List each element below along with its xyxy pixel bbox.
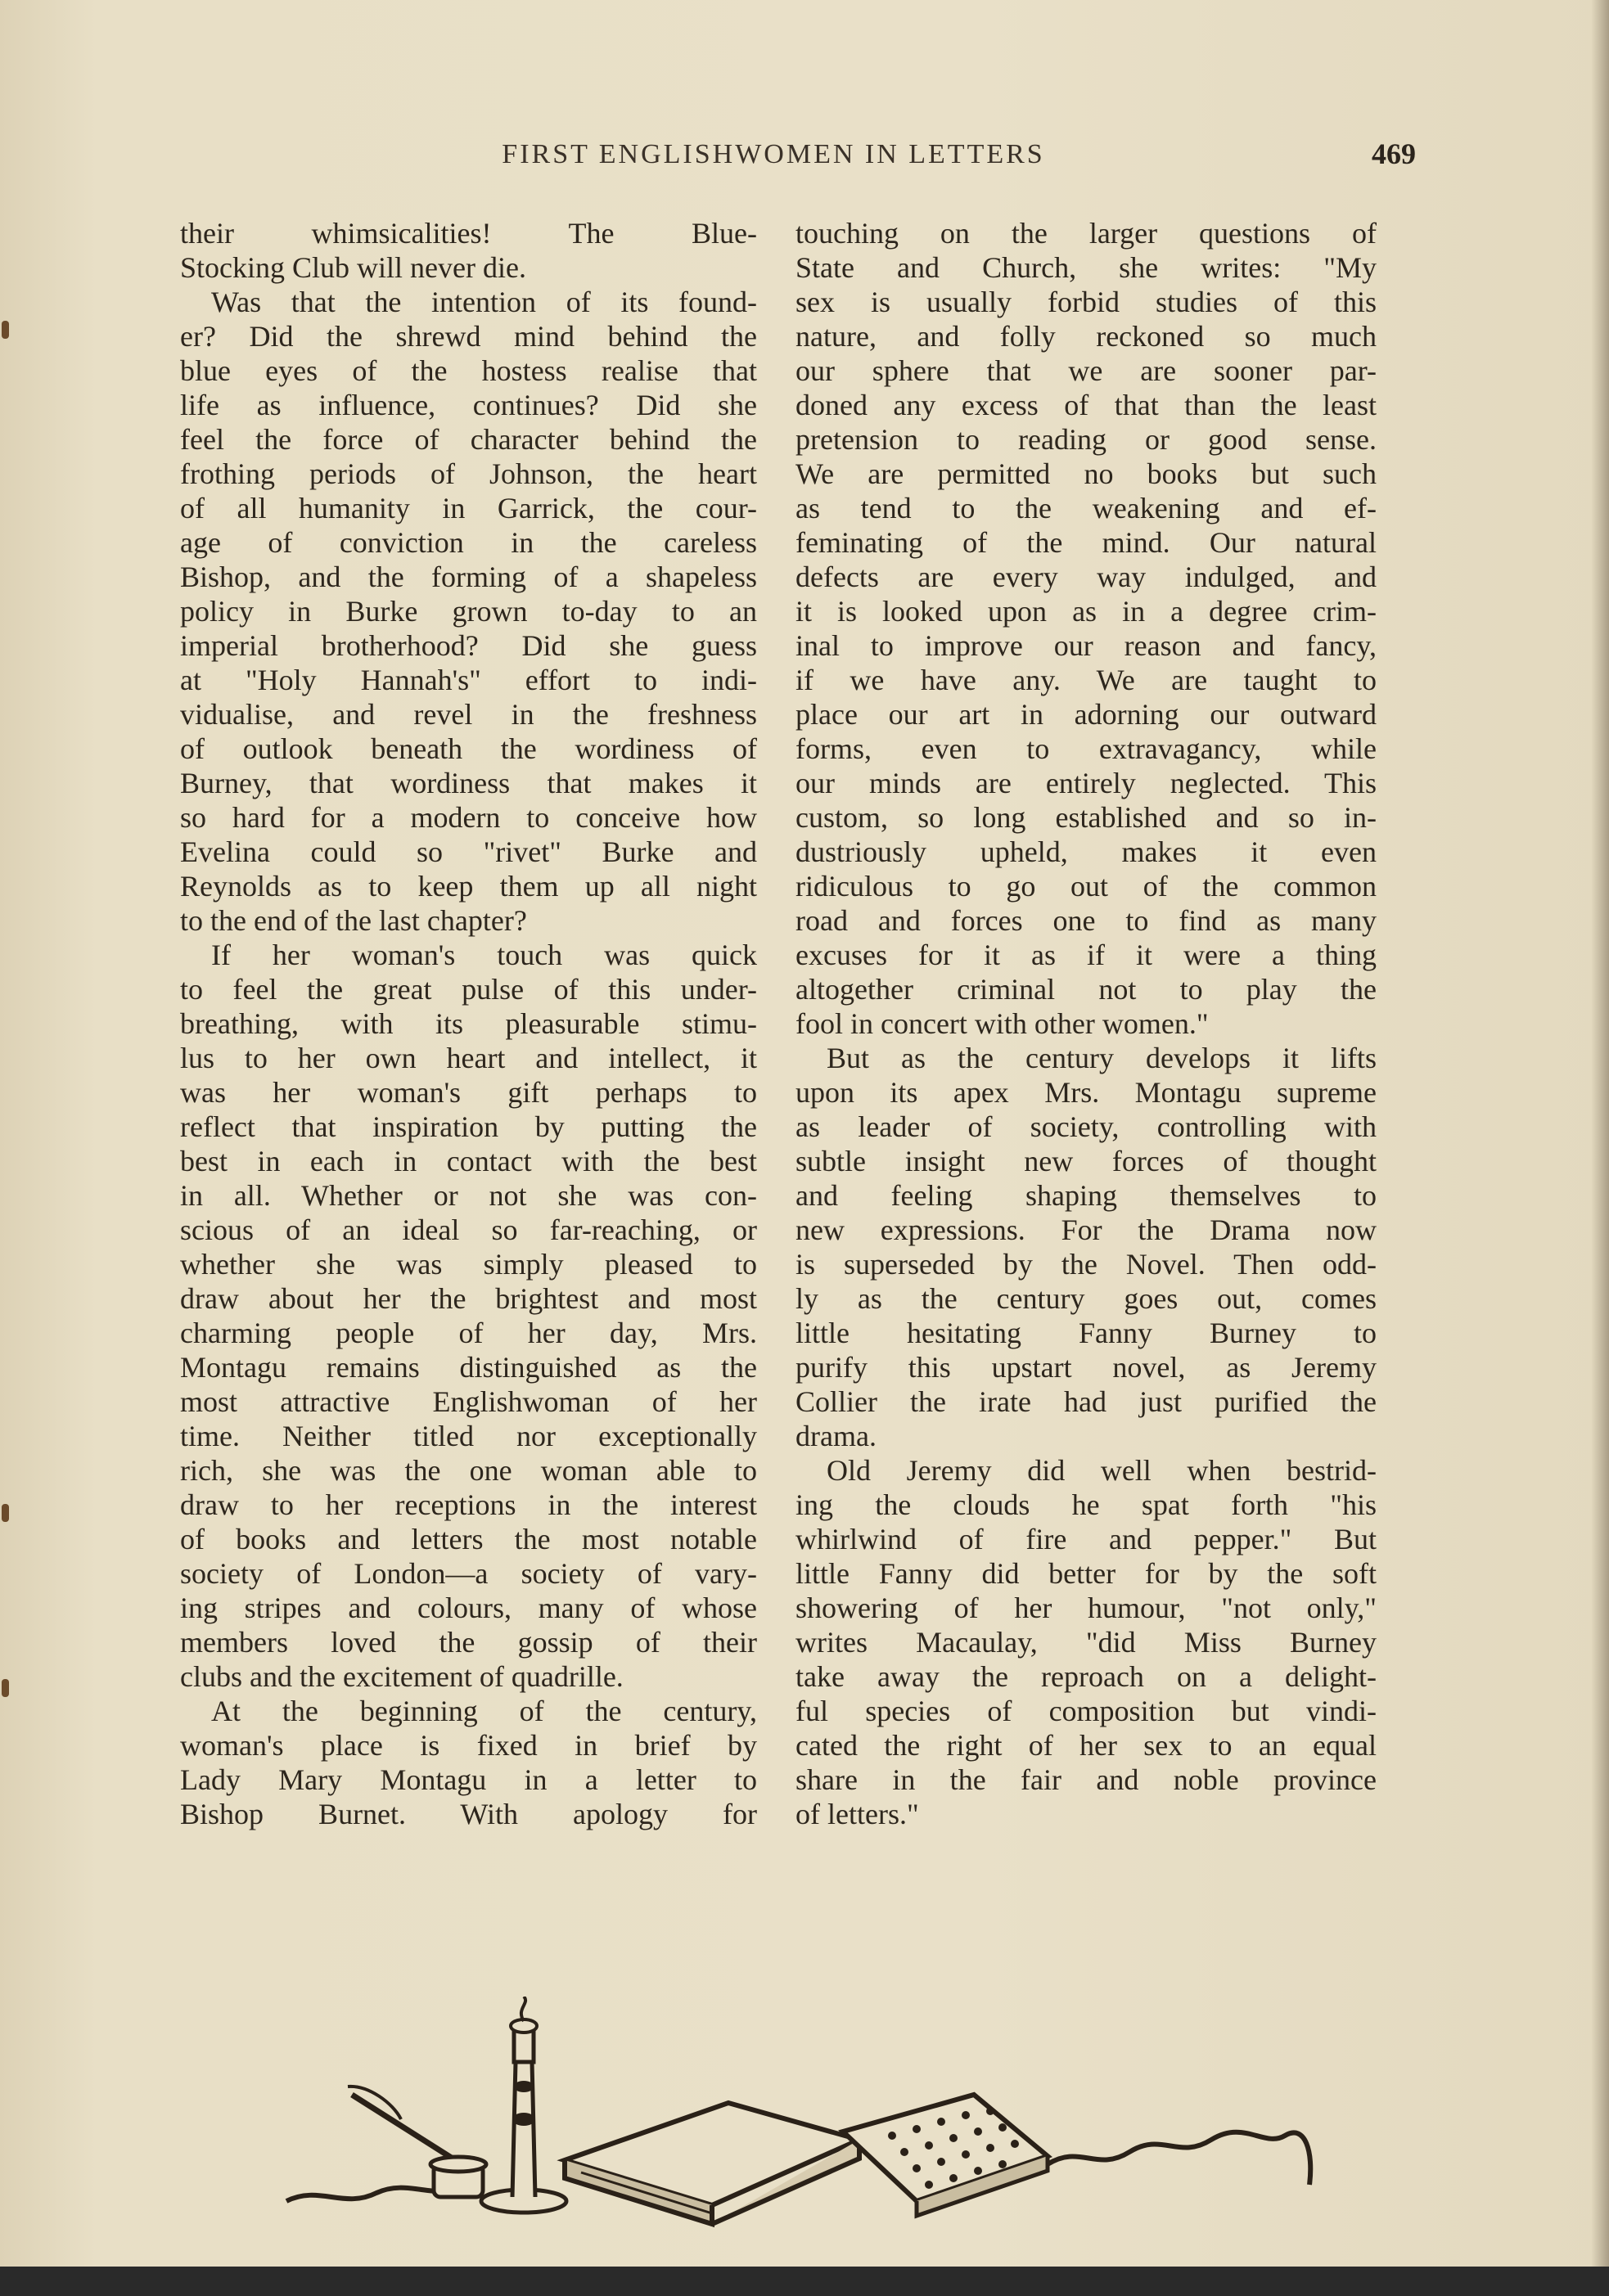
text-line: of all humanity in Garrick, the cour- [180, 492, 757, 524]
text-line: of books and letters the most notable [180, 1523, 757, 1555]
text-line: State and Church, she writes: "My [795, 251, 1377, 284]
text-line: share in the fair and noble province [795, 1763, 1377, 1796]
page-number: 469 [1372, 137, 1416, 170]
text-line: ridiculous to go out of the common [795, 870, 1377, 903]
text-line: charming people of her day, Mrs. [180, 1317, 757, 1349]
text-line: as tend to the weakening and ef- [795, 492, 1377, 524]
text-line: at "Holy Hannah's" effort to indi- [180, 664, 757, 696]
text-line: whether she was simply pleased to [180, 1248, 757, 1281]
text-line: Old Jeremy did well when bestrid- [827, 1454, 1377, 1487]
text-line: sex is usually forbid studies of this [795, 286, 1377, 318]
text-line: little Fanny did better for by the soft [795, 1557, 1377, 1590]
text-line: their whimsicalities! The Blue- [180, 217, 757, 250]
text-line: of outlook beneath the wordiness of [180, 732, 757, 765]
text-line: most attractive Englishwoman of her [180, 1385, 757, 1418]
text-line: pretension to reading or good sense. [795, 423, 1377, 456]
text-line: to feel the great pulse of this under- [180, 973, 757, 1006]
text-line: Stocking Club will never die. [180, 251, 526, 284]
text-line: scious of an ideal so far-reaching, or [180, 1213, 757, 1246]
binding-mark [2, 1504, 9, 1522]
text-line: If her woman's touch was quick [211, 939, 757, 971]
text-line: ful species of composition but vindi- [795, 1695, 1377, 1727]
text-line: At the beginning of the century, [211, 1695, 757, 1727]
text-line: imperial brotherhood? Did she guess [180, 629, 757, 662]
text-line: take away the reproach on a delight- [795, 1660, 1377, 1693]
text-line: in all. Whether or not she was con- [180, 1179, 757, 1212]
text-line: cated the right of her sex to an equal [795, 1729, 1377, 1762]
text-line: nature, and folly reckoned so much [795, 320, 1377, 353]
text-line: custom, so long established and so in- [795, 801, 1377, 834]
binding-mark [2, 321, 9, 339]
text-line: clubs and the excitement of quadrille. [180, 1660, 624, 1693]
text-line: new expressions. For the Drama now [795, 1213, 1377, 1246]
text-line: road and forces one to find as many [795, 904, 1377, 937]
text-line: Montagu remains distinguished as the [180, 1351, 757, 1384]
text-line: doned any excess of that than the least [795, 389, 1377, 421]
scan-bottom-edge [0, 2267, 1609, 2296]
page-edge-shadow [1591, 0, 1609, 2296]
text-line: Reynolds as to keep them up all night [180, 870, 757, 903]
text-line: draw to her receptions in the interest [180, 1488, 757, 1521]
text-line: Was that the intention of its found- [211, 286, 757, 318]
text-line: so hard for a modern to conceive how [180, 801, 757, 834]
text-line: vidualise, and revel in the freshness [180, 698, 757, 731]
text-line: excuses for it as if it were a thing [795, 939, 1377, 971]
text-line: if we have any. We are taught to [795, 664, 1377, 696]
text-column-left [180, 216, 757, 1831]
text-line: of letters." [795, 1798, 919, 1830]
text-line: defects are every way indulged, and [795, 560, 1377, 593]
text-line: our sphere that we are sooner par- [795, 354, 1377, 387]
text-line: ly as the century goes out, comes [795, 1282, 1377, 1315]
text-line: upon its apex Mrs. Montagu supreme [795, 1076, 1377, 1109]
text-line: blue eyes of the hostess realise that [180, 354, 757, 387]
text-line: inal to improve our reason and fancy, [795, 629, 1377, 662]
text-line: policy in Burke grown to-day to an [180, 595, 757, 628]
text-line: forms, even to extravagancy, while [795, 732, 1377, 765]
text-line: best in each in contact with the best [180, 1145, 757, 1177]
text-line: woman's place is fixed in brief by [180, 1729, 757, 1762]
text-line: But as the century develops it lifts [827, 1042, 1377, 1074]
text-line: Lady Mary Montagu in a letter to [180, 1763, 757, 1796]
text-line: touching on the larger questions of [795, 217, 1377, 250]
text-line: it is looked upon as in a degree crim- [795, 595, 1377, 628]
text-line: Evelina could so "rivet" Burke and [180, 835, 757, 868]
text-line: life as influence, continues? Did she [180, 389, 757, 421]
text-line: er? Did the shrewd mind behind the [180, 320, 757, 353]
text-line: We are permitted no books but such [795, 457, 1377, 490]
text-line: Collier the irate had just purified the [795, 1385, 1377, 1418]
text-line: altogether criminal not to play the [795, 973, 1377, 1006]
text-line: drama. [795, 1420, 877, 1452]
running-header: FIRST ENGLISHWOMEN IN LETTERS [502, 139, 1045, 169]
text-line: was her woman's gift perhaps to [180, 1076, 757, 1109]
text-line: little hesitating Fanny Burney to [795, 1317, 1377, 1349]
text-line: breathing, with its pleasurable stimu- [180, 1007, 757, 1040]
text-line: as leader of society, controlling with [795, 1110, 1377, 1143]
text-line: place our art in adorning our outward [795, 698, 1377, 731]
text-line: subtle insight new forces of thought [795, 1145, 1377, 1177]
text-line: feel the force of character behind the [180, 423, 757, 456]
text-line: members loved the gossip of their [180, 1626, 757, 1659]
text-line: Burney, that wordiness that makes it [180, 767, 757, 799]
text-line: our minds are entirely neglected. This [795, 767, 1377, 799]
text-line: to the end of the last chapter? [180, 904, 527, 937]
text-line: purify this upstart novel, as Jeremy [795, 1351, 1377, 1384]
candlestick-book-and-quill-vignette-icon [270, 1997, 1334, 2234]
text-line: frothing periods of Johnson, the heart [180, 457, 757, 490]
text-line: fool in concert with other women." [795, 1007, 1209, 1040]
text-column-right [795, 216, 1377, 1831]
text-line: lus to her own heart and intellect, it [180, 1042, 757, 1074]
text-line: writes Macaulay, "did Miss Burney [795, 1626, 1377, 1659]
text-line: feminating of the mind. Our natural [795, 526, 1377, 559]
text-line: ing the clouds he spat forth "his [795, 1488, 1377, 1521]
text-line: dustriously upheld, makes it even [795, 835, 1377, 868]
text-line: whirlwind of fire and pepper." But [795, 1523, 1377, 1555]
text-line: and feeling shaping themselves to [795, 1179, 1377, 1212]
text-line: ing stripes and colours, many of whose [180, 1591, 757, 1624]
text-line: draw about her the brightest and most [180, 1282, 757, 1315]
binding-mark [2, 1679, 9, 1697]
text-line: Bishop, and the forming of a shapeless [180, 560, 757, 593]
text-line: reflect that inspiration by putting the [180, 1110, 757, 1143]
text-line: time. Neither titled nor exceptionally [180, 1420, 757, 1452]
text-line: showering of her humour, "not only," [795, 1591, 1377, 1624]
text-line: age of conviction in the careless [180, 526, 757, 559]
text-line: Bishop Burnet. With apology for [180, 1798, 757, 1830]
text-line: rich, she was the one woman able to [180, 1454, 757, 1487]
text-line: is superseded by the Novel. Then odd- [795, 1248, 1377, 1281]
text-line: society of London—a society of vary- [180, 1557, 757, 1590]
